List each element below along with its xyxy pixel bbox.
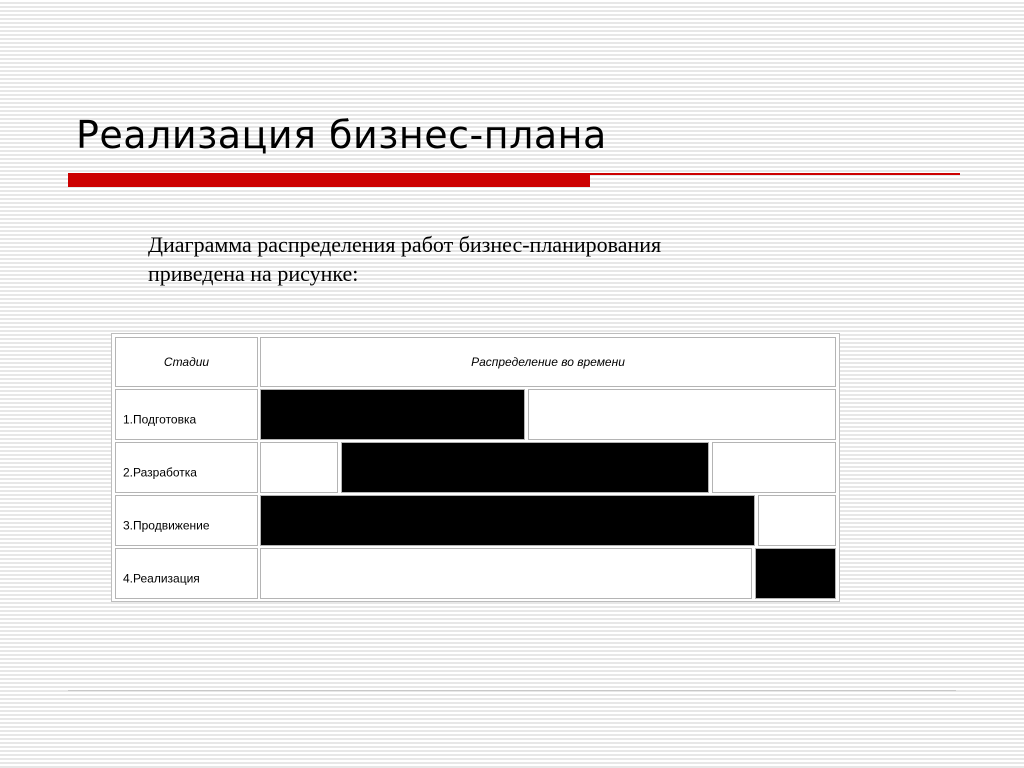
empty-time-cell-before — [261, 443, 338, 493]
empty-time-cell-after — [759, 496, 836, 546]
empty-time-cell-after — [713, 443, 836, 493]
body-text — [148, 230, 788, 288]
body-text-line-2: приведена на рисунке: — [148, 261, 359, 286]
body-text-line-1: Диаграмма распределения работ бизнес-планирования — [148, 232, 662, 257]
stage-label: 3.Продвижение — [123, 518, 210, 533]
column-header-stages: Стадии — [163, 355, 210, 370]
gantt-bar — [261, 496, 755, 546]
gantt-bar — [261, 390, 525, 440]
gantt-bar — [756, 549, 836, 599]
empty-time-cell-before — [261, 549, 752, 599]
column-header-timeline: Распределение во времени — [471, 355, 625, 370]
stage-label: 4.Реализация — [123, 571, 200, 586]
title-underline-thick — [68, 175, 590, 187]
empty-time-cell-after — [529, 390, 836, 440]
footer-divider — [68, 690, 956, 691]
gantt-chart — [111, 333, 840, 602]
gantt-bar — [342, 443, 709, 493]
slide-title: Реализация бизнес-плана — [76, 113, 607, 157]
gantt-chart-svg — [112, 334, 839, 601]
stage-label: 1.Подготовка — [123, 412, 197, 427]
stage-label: 2.Разработка — [123, 465, 197, 480]
